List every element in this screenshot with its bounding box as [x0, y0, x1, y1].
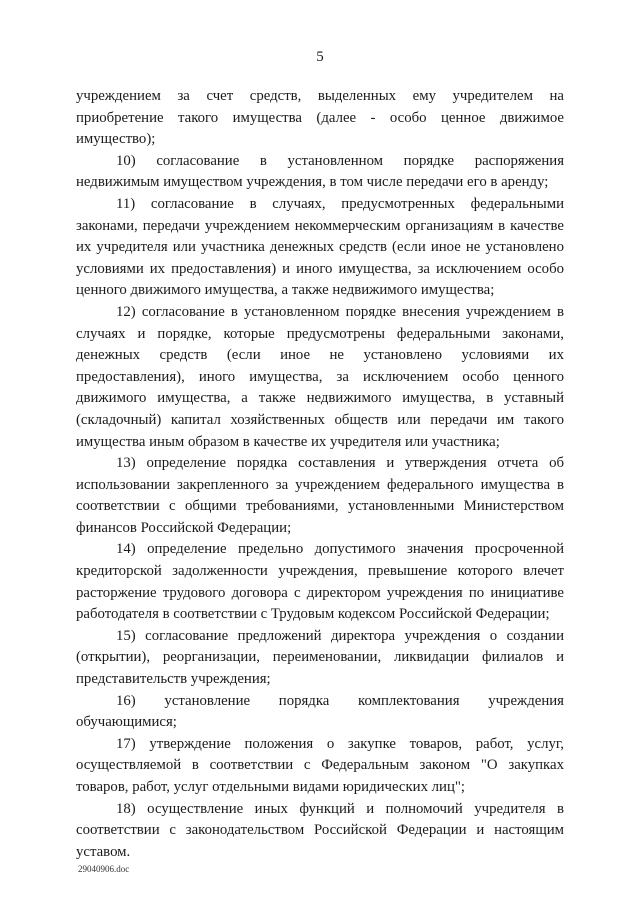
- paragraph-item-18: 18) осуществление иных функций и полномочий учредителя в соответствии с законодательством Российской Федерации и настоящим уставом.: [76, 800, 564, 860]
- paragraph-item-17: 17) утверждение положения о закупке товаров, работ, услуг, осуществляемой в соответствии с Федеральным законом "О закупках товаров, работ, услуг отдельными видами юридических лиц";: [76, 735, 564, 795]
- paragraph-item-14: 14) определение предельно допустимого значения просроченной кредиторской задолженности учреждения, превышение которого влечет расторжение трудового договора с директором учреждения по инициативе работодателя в соответствии с Трудовым кодексом Российской Федерации;: [76, 541, 564, 623]
- paragraph-item-11: 11) согласование в случаях, предусмотренных федеральными законами, передачи учреждением некоммерческим организациям в качестве их учредителя или участника денежных средств (если иное не установлено условиями их предоставления) и иного имущества, за исключением особо ценного движимого имущества, а также недвижимого имущества;: [76, 195, 564, 299]
- paragraph-item-15: 15) согласование предложений директора учреждения о создании (открытии), реорганизации, переименовании, ликвидации филиалов и представительств учреждения;: [76, 627, 564, 688]
- document-body: [76, 86, 564, 863]
- paragraph-continuation: учреждением за счет средств, выделенных ему учредителем на приобретение такого имущества (далее - особо ценное движимое имущество);: [76, 88, 564, 148]
- paragraph-item-12: 12) согласование в установленном порядке внесения учреждением в случаях и порядке, которые предусмотрены федеральными законами, денежных средств (если иное не установлено условиями их предоставления), иного имущества, за исключением особо ценного движимого имущества, а также недвижимого имущества, в уставный (складочный) капитал хозяйственных обществ или передачи им такого имущества иным образом в качестве их учредителя или участника;: [76, 303, 564, 450]
- footer-filename: 29040906.doc: [78, 864, 130, 874]
- paragraph-item-16: 16) установление порядка комплектования учреждения обучающимися;: [76, 692, 564, 731]
- page-number: 5: [316, 49, 324, 65]
- paragraph-item-13: 13) определение порядка составления и утверждения отчета об использовании закрепленного за учреждением федерального имущества в соответствии с общими требованиями, установленными Министерством финансов Российской Федерации;: [76, 455, 564, 536]
- paragraph-item-10: 10) согласование в установленном порядке распоряжения недвижимым имуществом учреждения, в том числе передачи его в аренду;: [76, 152, 564, 191]
